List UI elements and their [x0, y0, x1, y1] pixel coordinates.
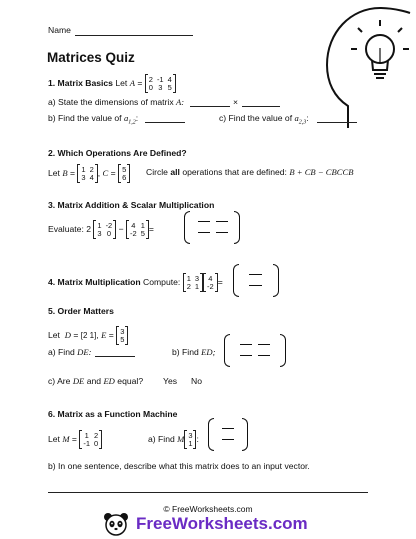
bracket-right — [113, 220, 116, 239]
q2-eq2: = — [110, 167, 116, 178]
q3-evaluate: Evaluate: 2 — [48, 223, 91, 234]
q4-heading: 4. Matrix Multiplication — [48, 276, 141, 287]
cell: 4 — [131, 220, 136, 230]
matrix-B — [77, 164, 97, 183]
q3-eq: = — [148, 223, 154, 234]
q1a-rows-blank[interactable] — [190, 106, 230, 107]
q1c-sub: 2,3 — [298, 119, 307, 126]
q2-circle-pre: Circle — [146, 167, 168, 177]
cell: 2 — [89, 164, 94, 174]
q4-line — [48, 273, 223, 292]
q3-answer-matrix[interactable] — [184, 211, 240, 245]
cell: 6 — [122, 172, 127, 182]
cell: 3 — [158, 82, 163, 92]
blank — [258, 355, 270, 356]
q5a — [48, 347, 91, 358]
cell: 2 — [94, 430, 99, 440]
q1a-text: a) State the dimensions of matrix — [48, 97, 174, 107]
blank — [222, 428, 234, 429]
q1-heading: 1. Matrix Basics — [48, 77, 113, 88]
blank — [198, 221, 210, 222]
cell: 3 — [188, 430, 193, 440]
cell: 2 — [186, 281, 191, 291]
q1b-sub: 1,2 — [128, 119, 136, 126]
bracket-right — [273, 264, 279, 297]
q3-line — [48, 220, 154, 239]
matrix-q4-2 — [203, 273, 218, 292]
matrix-C — [118, 164, 130, 183]
q2-line — [48, 164, 130, 183]
name-field[interactable] — [75, 35, 193, 36]
bracket-right — [125, 326, 128, 345]
q5a-blank[interactable] — [95, 356, 135, 357]
matrix-q3-2 — [126, 220, 149, 239]
copyright: © FreeWorksheets.com — [163, 504, 253, 514]
q5a-var: DE: — [77, 347, 92, 357]
blank — [216, 221, 228, 222]
q6a-text: a) Find — [148, 433, 175, 444]
cell: 0 — [94, 438, 99, 448]
blank — [216, 232, 228, 233]
q1-var: A — [129, 77, 135, 88]
blank — [240, 355, 252, 356]
q1a-cols-blank[interactable] — [242, 106, 280, 107]
q5-let: Let — [48, 329, 60, 340]
matrix-q3-1 — [93, 220, 116, 239]
cell: 5 — [120, 334, 125, 344]
cell: 0 — [148, 82, 153, 92]
q1b — [48, 113, 138, 129]
answer-yes[interactable]: Yes — [163, 376, 178, 386]
cell: 1 — [84, 430, 89, 440]
q1b-blank[interactable] — [145, 122, 185, 123]
bracket-right — [99, 430, 102, 449]
q6a-colon: : — [196, 433, 199, 444]
cell: 1 — [140, 220, 145, 230]
cell: 0 — [106, 228, 111, 238]
cell: 3 — [194, 273, 200, 283]
q1-let: Let — [115, 77, 128, 88]
cell: 3 — [81, 172, 86, 182]
q5-comma: , — [96, 329, 99, 340]
q1c-var: a — [294, 113, 299, 123]
q4-compute: Compute: — [143, 276, 181, 287]
q2-circle-instruction — [146, 167, 353, 178]
q1c-text: c) Find the value of — [219, 113, 293, 123]
cell: 3 — [120, 326, 125, 336]
q4-answer-matrix[interactable] — [233, 264, 279, 298]
cell: -2 — [207, 281, 214, 291]
cell: 5 — [140, 228, 145, 238]
cell: 1 — [186, 273, 191, 283]
blank — [258, 344, 270, 345]
times-sign: × — [233, 97, 239, 107]
q3-minus: − — [118, 223, 124, 234]
bracket-left — [233, 264, 239, 297]
blank — [240, 344, 252, 345]
cell: 3 — [97, 228, 102, 238]
matrix-A — [145, 74, 176, 93]
q6-let-line — [48, 430, 102, 449]
q1a-var: A: — [176, 97, 185, 107]
cell: -2 — [130, 228, 137, 238]
q6-let: Let — [48, 433, 60, 444]
q2-heading: 2. Which Operations Are Defined? — [48, 148, 187, 158]
cell: 1 — [188, 438, 193, 448]
bracket-right — [242, 418, 248, 451]
answer-no[interactable]: No — [191, 376, 202, 386]
q2-circle-post: operations that are defined: — [182, 167, 287, 177]
q5-eq2: = — [108, 329, 114, 340]
brand-logo-text[interactable]: FreeWorksheets.com — [136, 514, 308, 533]
panda-icon — [103, 512, 129, 536]
vector-q6 — [184, 430, 199, 449]
q1-eq: = — [137, 77, 143, 88]
q5-heading: 5. Order Matters — [48, 306, 114, 316]
q6b: b) In one sentence, describe what this matrix does to an input vector. — [48, 461, 310, 471]
q2-ops[interactable]: B + CB − CBCCB — [289, 167, 354, 177]
page-title: Matrices Quiz — [47, 50, 135, 65]
q6a — [148, 430, 199, 449]
cell: -2 — [105, 220, 113, 230]
q5c-and: and — [86, 376, 102, 386]
cell: 1 — [81, 164, 86, 174]
cell: -1 — [83, 438, 90, 448]
q2-comma: , — [97, 167, 101, 178]
q6b-answer-line[interactable] — [48, 492, 368, 493]
bracket-left — [184, 211, 190, 244]
q5b-text: b) Find — [172, 347, 199, 357]
cell: 5 — [167, 82, 172, 92]
q6-M: M — [62, 433, 70, 444]
name-label: Name — [48, 25, 71, 35]
cell: 1 — [194, 281, 200, 291]
q5-let-line — [48, 326, 128, 345]
q1b-colon: : — [135, 113, 139, 123]
q1b-text: b) Find the value of — [48, 113, 122, 123]
q5-eq: = — [73, 329, 79, 340]
q6-heading: 6. Matrix as a Function Machine — [48, 409, 178, 419]
q5c-text: c) Are — [48, 376, 71, 386]
cell: 4 — [89, 172, 94, 182]
q5c-ed: ED — [103, 376, 115, 386]
matrix-M — [79, 430, 102, 449]
cell: 4 — [208, 273, 213, 283]
q6-answer-vector[interactable] — [208, 418, 248, 452]
q2-B: B — [62, 167, 68, 178]
blank — [198, 232, 210, 233]
q1c — [219, 113, 309, 129]
q1-line — [48, 74, 176, 93]
bracket-left — [208, 418, 214, 451]
matrix-q4-1 — [183, 273, 203, 292]
q5-D-value: [2 1] — [80, 330, 97, 340]
bracket-right — [234, 211, 240, 244]
blank — [249, 274, 262, 275]
cell: -1 — [156, 74, 164, 84]
cell: 2 — [148, 74, 153, 84]
q1c-blank[interactable] — [317, 122, 357, 123]
q1a — [48, 97, 184, 108]
q4-eq: = — [217, 276, 223, 287]
q2-eq: = — [69, 167, 76, 178]
q1c-colon: : — [306, 113, 309, 123]
q5c-equal: equal? — [117, 376, 144, 386]
bracket-right — [173, 74, 176, 93]
q5a-text: a) Find — [48, 347, 75, 357]
cell: 4 — [167, 74, 172, 84]
matrix-E — [116, 326, 128, 345]
q6-eq: = — [71, 433, 77, 444]
q1b-var: a — [123, 113, 129, 123]
q3-heading: 3. Matrix Addition & Scalar Multiplication — [48, 200, 215, 210]
q2-let: Let — [48, 167, 60, 178]
q5b-var: ED; — [201, 347, 216, 357]
q5-answer-matrix[interactable] — [224, 334, 286, 368]
cell: 1 — [97, 220, 102, 230]
q2-C: C — [102, 167, 109, 178]
blank — [249, 285, 262, 286]
bracket-right — [127, 164, 130, 183]
q5-D: D — [64, 329, 71, 340]
q5-E: E — [101, 329, 107, 340]
head-lightbulb-icon — [318, 2, 412, 130]
q5c — [48, 376, 143, 387]
q5b — [172, 347, 215, 358]
q2-circle-bold: all — [170, 167, 180, 177]
q6a-var: M — [177, 433, 185, 444]
bracket-right — [280, 334, 286, 367]
blank — [222, 439, 234, 440]
q5c-de: DE — [72, 376, 85, 386]
cell: 5 — [122, 164, 127, 174]
bracket-left — [224, 334, 230, 367]
